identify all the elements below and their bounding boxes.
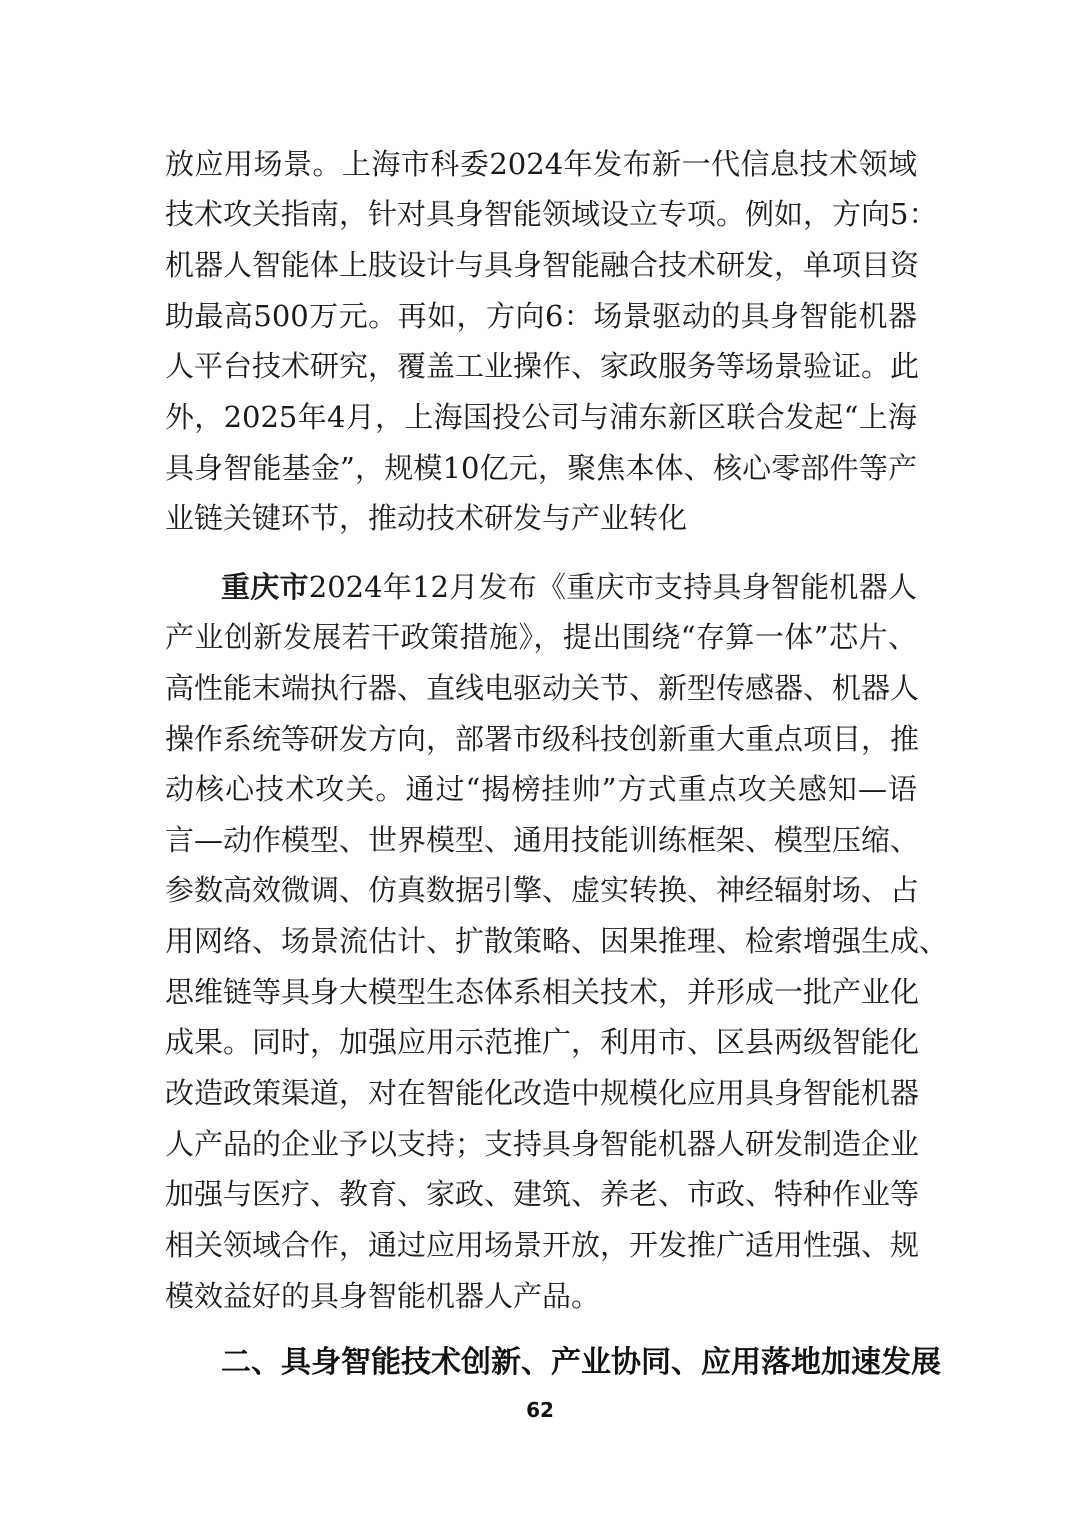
paragraph-line: 外，2025年4月，上海国投公司与浦东新区联合发起“上海 bbox=[165, 400, 917, 434]
paragraph-line: 产业创新发展若干政策措施》，提出围绕“存算一体”芯片、 bbox=[165, 620, 917, 654]
paragraph-line: 人平台技术研究，覆盖工业操作、家政服务等场景验证。此 bbox=[165, 349, 920, 383]
paragraph-first-line bbox=[221, 567, 917, 607]
paragraph-line: 机器人智能体上肢设计与具身智能融合技术研发，单项目资 bbox=[165, 248, 920, 282]
paragraph-line: 动核心技术攻关。通过“揭榜挂帅”方式重点攻关感知—语 bbox=[165, 772, 917, 806]
section-heading: 二、具身智能技术创新、产业协同、应用落地加速发展 bbox=[221, 1345, 941, 1380]
paragraph-line: 高性能末端执行器、直线电驱动关节、新型传感器、机器人 bbox=[165, 671, 920, 705]
paragraph-line: 具身智能基金”，规模10亿元，聚焦本体、核心零部件等产 bbox=[165, 451, 917, 485]
paragraph-line: 成果。同时，加强应用示范推广，利用市、区县两级智能化 bbox=[165, 1025, 920, 1059]
paragraph-line: 操作系统等研发方向，部署市级科技创新重大重点项目，推 bbox=[165, 722, 920, 756]
paragraph-line: 加强与医疗、教育、家政、建筑、养老、市政、特种作业等 bbox=[165, 1177, 920, 1211]
paragraph-line: 放应用场景。上海市科委2024年发布新一代信息技术领域 bbox=[165, 147, 917, 181]
paragraph-line: 思维链等具身大模型生态体系相关技术，并形成一批产业化 bbox=[165, 975, 920, 1009]
paragraph-line: 技术攻关指南，针对具身智能领域设立专项。例如，方向5： bbox=[165, 197, 938, 231]
paragraph-line: 言—动作模型、世界模型、通用技能训练框架、模型压缩、 bbox=[165, 823, 920, 857]
paragraph-line: 业链关键环节，推动技术研发与产业转化 bbox=[165, 501, 688, 535]
city-name-label: 重庆市 bbox=[221, 570, 309, 604]
paragraph-line: 参数高效微调、仿真数据引擎、虚实转换、神经辐射场、占 bbox=[165, 873, 920, 907]
page-number: 62 bbox=[526, 1398, 554, 1422]
paragraph-line: 相关领域合作，通过应用场景开放，开发推广适用性强、规 bbox=[165, 1228, 920, 1262]
paragraph-line: 改造政策渠道，对在智能化改造中规模化应用具身智能机器 bbox=[165, 1076, 920, 1110]
paragraph-first-line-text: 2024年12月发布《重庆市支持具身智能机器人 bbox=[308, 570, 917, 604]
paragraph-line: 用网络、场景流估计、扩散策略、因果推理、检索增强生成、 bbox=[165, 924, 949, 958]
paragraph-line: 人产品的企业予以支持；支持具身智能机器人研发制造企业 bbox=[165, 1127, 920, 1161]
paragraph-line: 助最高500万元。再如，方向6：场景驱动的具身智能机器 bbox=[165, 299, 917, 333]
paragraph-line: 模效益好的具身智能机器人产品。 bbox=[165, 1279, 601, 1313]
